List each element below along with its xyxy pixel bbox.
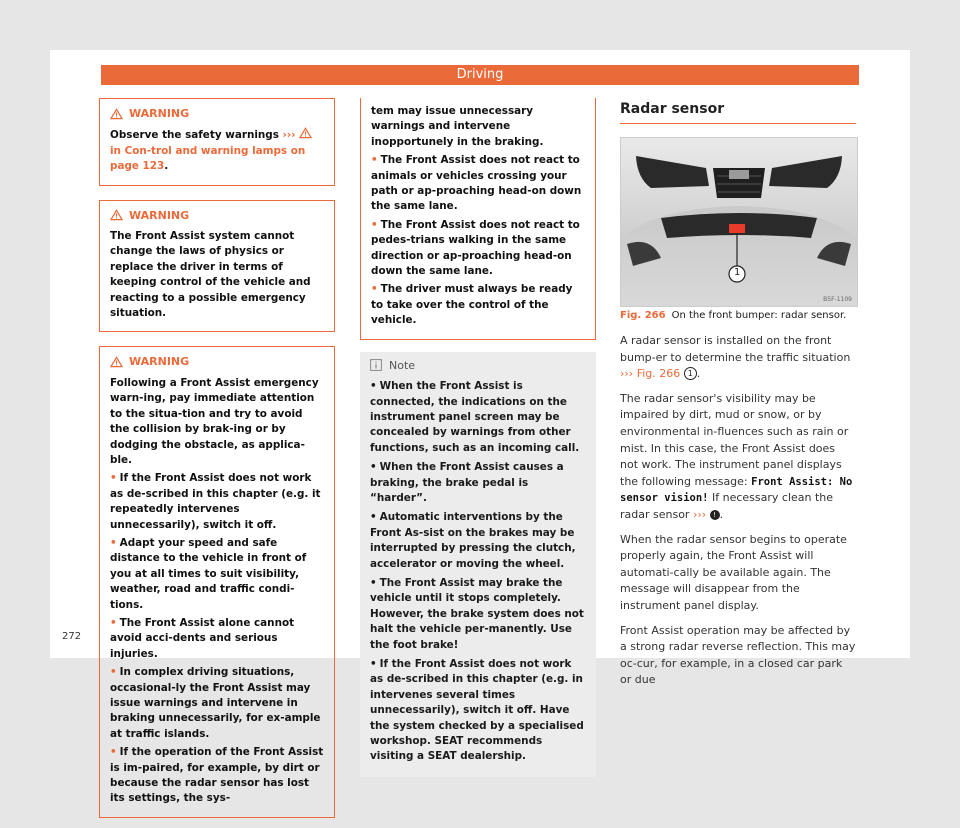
- warning-bullet: • If the Front Assist does not work as de-scribed in this chapter (e.g. it repeatedly intervenes unnecessarily), switch it off.: [110, 472, 321, 531]
- warning-title: [110, 208, 324, 223]
- warning-bullet: • Adapt your speed and safe distance to the vehicle in front of you at all times to suit visibility, weather, road and traffic condi-tions.: [110, 536, 307, 611]
- bullet-text: The Front Assist does not react to pedes-trians walking in the same direction or ap-proaching head-on down the same lane.: [371, 218, 580, 278]
- warning-label: WARNING: [129, 107, 190, 120]
- warning-bullet: • The Front Assist does not react to animals or vehicles crossing your path or ap-proaching head-on down the same lane.: [371, 154, 582, 213]
- note-bullet: • The Front Assist may brake the vehicle until it stops completely. However, the brake system does not halt the vehicle per-manently. Use the foot brake!: [370, 576, 584, 651]
- bullet-text: Adapt your speed and safe distance to the vehicle in front of you at all times to suit visibility, weather, road and traffic condi-tions.: [110, 536, 307, 611]
- warning-box-1: [99, 98, 335, 186]
- caution-icon: !: [710, 510, 720, 520]
- bullet-text: Automatic interventions by the Front As-sist on the brakes may be interrupted by pressing the clutch, accelerator or moving the wheel.: [370, 511, 576, 570]
- column-middle: [360, 98, 596, 777]
- figure-ref-link[interactable]: ››› Fig. 266: [620, 367, 681, 381]
- display-message: Front Assist: No sensor vision!: [620, 475, 853, 505]
- callout-number: 1: [734, 267, 741, 278]
- warning-triangle-icon: [110, 108, 123, 120]
- note-bullet: • Automatic interventions by the Front As-sist on the brakes may be interrupted by pressing the clutch, accelerator or moving the wheel.: [370, 511, 576, 570]
- warning-bullet: • In complex driving situations, occasional-ly the Front Assist may issue warnings and intervene in braking unnecessarily, for ex-ample at traffic islands.: [110, 666, 321, 740]
- bullet-text: The Front Assist may brake the vehicle until it stops completely. However, the brake system does not halt the vehicle per-manently. Use the foot brake!: [370, 576, 584, 651]
- p1-end: .: [696, 367, 701, 381]
- page-number: 272: [62, 631, 82, 642]
- figure-caption: [620, 310, 856, 321]
- warning-title: [110, 106, 324, 121]
- warning-bullet: • The driver must always be ready to take over the control of the vehicle.: [371, 283, 573, 327]
- p2-text-b: If necessary clean the radar sensor: [620, 491, 834, 521]
- cross-ref-link[interactable]: in Con-trol and warning lamps on page 123: [110, 144, 306, 173]
- warning-box-2: [99, 200, 335, 333]
- column-right: [620, 98, 856, 697]
- note-bullet: • If the Front Assist does not work as de-scribed in this chapter (e.g. in intervenes several times unnecessarily), switch it off. Have the system checked by a specialised workshop. SEAT recommends visiting a SEAT dealership.: [370, 658, 584, 763]
- warning-triangle-icon: [299, 127, 312, 139]
- cross-ref-arrows: ›››: [282, 129, 296, 142]
- callout-ref: 1: [684, 367, 697, 380]
- bullet-text: In complex driving situations, occasional-ly the Front Assist may issue warnings and intervene in braking unnecessarily, for ex-ample at traffic islands.: [110, 666, 321, 740]
- bullet-text: If the Front Assist does not work as de-scribed in this chapter (e.g. it repeatedly intervenes unnecessarily), switch it off.: [110, 472, 321, 531]
- note-title: [370, 358, 586, 373]
- warning-intro: Following a Front Assist emergency warn-ing, pay immediate attention to the situa-tion and try to avoid the collision by brak-ing or by dodging the obstacle, as applica-ble.: [110, 376, 319, 466]
- note-bullet: • When the Front Assist is connected, the indications on the instrument panel screen may be concealed by warnings from other functions, such as an incoming call.: [370, 380, 580, 454]
- warning-text: [110, 127, 324, 174]
- warning-text-a: Observe the safety warnings: [110, 129, 283, 142]
- paragraph-2: [620, 391, 856, 524]
- warning-text: The Front Assist system cannot change the laws of physics or replace the driver in terms of keeping control of the vehicle and reacting to a possible emergency situation.: [110, 230, 311, 320]
- figure-code: B5F-1109: [823, 296, 852, 303]
- column-left: [99, 98, 335, 828]
- paragraph-4: Front Assist operation may be affected by a strong radar reverse reflection. This may oc-cur, for example, in a closed car park or due: [620, 623, 856, 687]
- figure-label: Fig. 266: [620, 310, 666, 321]
- p2-end: .: [719, 507, 724, 521]
- bullet-text: The Front Assist does not react to animals or vehicles crossing your path or ap-proaching head-on down the same lane.: [371, 154, 582, 213]
- section-title: Radar sensor: [620, 98, 856, 124]
- cross-ref-arrows[interactable]: ›››: [692, 507, 707, 521]
- p2-text: The radar sensor's visibility may be impaired by dirt, mud or snow, or by environmental in-fluences such as rain or mist. In this case, the Front Assist does not work. The instrument panel displays the following message:: [620, 391, 849, 488]
- car-front-illustration: [621, 138, 857, 306]
- bullet-text: If the Front Assist does not work as de-scribed in this chapter (e.g. in intervenes several times unnecessarily), switch it off. Have the system checked by a specialised workshop. SEAT recommends visiting a SEAT dealership.: [370, 658, 584, 763]
- figure-radar-sensor: [620, 137, 858, 307]
- note-box: [360, 352, 596, 777]
- note-bullet: • When the Front Assist causes a braking, the brake pedal is “harder”.: [370, 461, 564, 504]
- p1-text: A radar sensor is installed on the front bump-er to determine the traffic situation: [620, 334, 851, 364]
- body-text: [620, 333, 856, 689]
- brand-badge: [729, 170, 749, 179]
- bullet-text: The Front Assist alone cannot avoid acci-dents and serious injuries.: [110, 616, 295, 660]
- radar-sensor-marker: [729, 224, 745, 233]
- bullet-text: When the Front Assist is connected, the indications on the instrument panel screen may be concealed by warnings from other functions, such as an incoming call.: [370, 380, 580, 454]
- bullet-text: If the operation of the Front Assist is im-paired, for example, by dirt or because the radar sensor has lost its settings, the sys-: [110, 746, 324, 805]
- warning-cont-text: tem may issue unnecessary warnings and intervene inopportunely in the braking.: [371, 105, 544, 148]
- warning-label: WARNING: [129, 355, 190, 369]
- warning-bullet: • The Front Assist alone cannot avoid acci-dents and serious injuries.: [110, 616, 295, 660]
- warning-box-continued: [360, 98, 596, 340]
- chapter-header: Driving: [101, 65, 859, 85]
- warning-triangle-icon: [110, 356, 123, 368]
- bullet-text: The driver must always be ready to take over the control of the vehicle.: [371, 283, 573, 327]
- info-icon: [370, 359, 382, 371]
- warning-title: [110, 354, 324, 369]
- paragraph-3: When the radar sensor begins to operate properly again, the Front Assist will automati-cally be available again. The message will disappear from the instrument panel display.: [620, 532, 847, 612]
- warning-bullet: • The Front Assist does not react to pedes-trians walking in the same direction or ap-proaching head-on down the same lane.: [371, 218, 580, 278]
- paragraph-1: [620, 333, 856, 383]
- note-label: Note: [389, 358, 416, 372]
- warning-label: WARNING: [129, 208, 190, 222]
- warning-box-3: [99, 346, 335, 817]
- warning-triangle-icon: [110, 209, 123, 221]
- warning-bullet: • If the operation of the Front Assist is im-paired, for example, by dirt or because the radar sensor has lost its settings, the sys-: [110, 746, 324, 805]
- figure-caption-text: On the front bumper: radar sensor.: [671, 310, 847, 321]
- warning-text-b: .: [164, 160, 169, 173]
- bullet-text: When the Front Assist causes a braking, the brake pedal is “harder”.: [370, 461, 564, 504]
